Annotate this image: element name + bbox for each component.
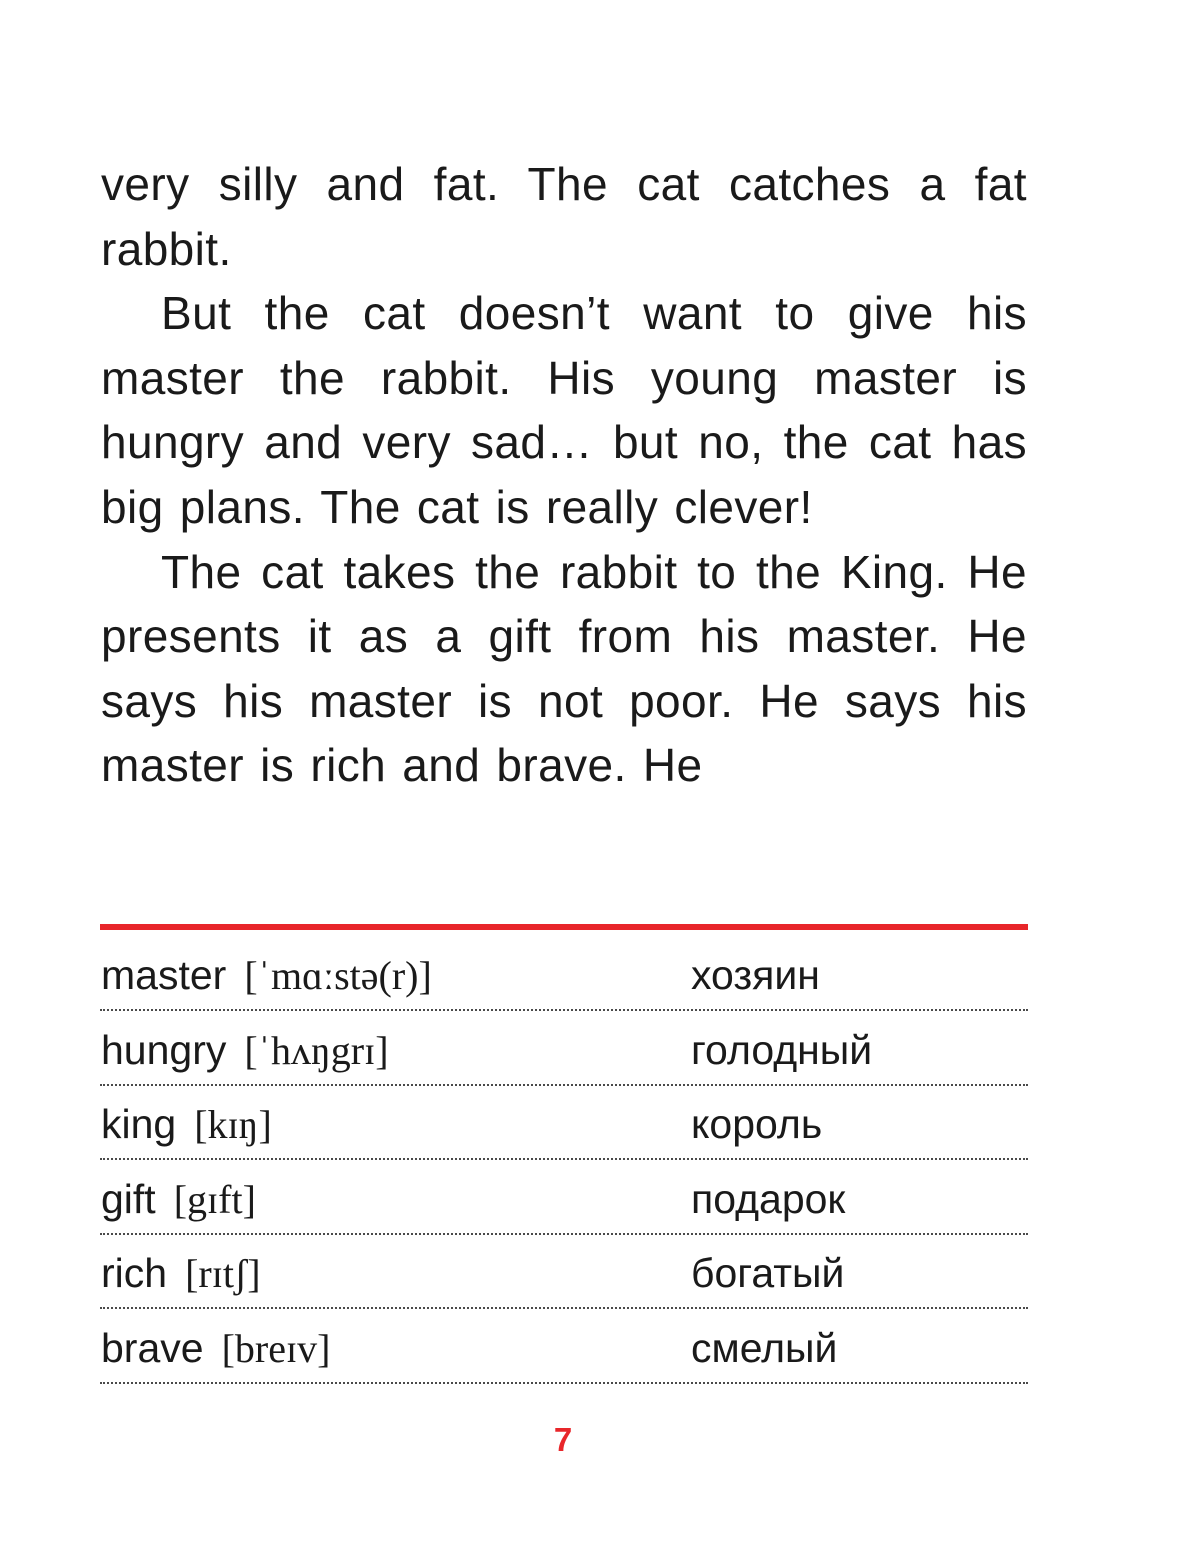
vocabulary-row	[100, 1013, 1028, 1086]
vocabulary-translation: голодный	[691, 1026, 873, 1073]
vocabulary-row	[100, 1087, 1028, 1160]
vocabulary-term	[101, 1325, 330, 1372]
vocabulary-translation: король	[691, 1101, 823, 1148]
vocabulary-transcription: [kɪŋ]	[194, 1102, 272, 1148]
vocabulary-translation: хозяин	[691, 952, 820, 998]
story-paragraph-1: very silly and fat. The cat catches a fat rabbit.	[101, 158, 1027, 275]
vocabulary-transcription: [rɪtʃ]	[185, 1251, 261, 1297]
vocabulary-row	[100, 1162, 1028, 1235]
vocabulary-translation: богатый	[691, 1250, 845, 1297]
vocabulary-transcription: [ˈmɑːstə(r)]	[244, 953, 432, 998]
vocabulary-term	[101, 1101, 272, 1148]
story-paragraph-3: The cat takes the rabbit to the King. He presents it as a gift from his master. He says his master is not poor. He says his master is rich and brave. He	[101, 545, 1027, 792]
vocabulary-term	[101, 1027, 389, 1074]
vocabulary-word: rich	[101, 1250, 168, 1297]
story-paragraph-2: But the cat doesn’t want to give his master the rabbit. His young master is hungry and very sad… but no, the cat has big plans. The cat is really clever!	[101, 287, 1027, 533]
vocabulary-translation: подарок	[691, 1175, 846, 1222]
vocabulary-transcription: [ˈhʌŋgrɪ]	[244, 1027, 389, 1073]
vocabulary-word: gift	[101, 1175, 156, 1222]
vocabulary-word: hungry	[101, 1026, 227, 1073]
vocabulary-row	[100, 1311, 1028, 1384]
story-text	[101, 152, 1027, 798]
vocabulary-word: brave	[101, 1324, 204, 1371]
vocabulary-transcription: [gɪft]	[173, 1176, 256, 1222]
vocabulary-term	[101, 952, 432, 999]
vocabulary-translation: смелый	[691, 1324, 838, 1371]
vocabulary-transcription: [breɪv]	[221, 1325, 331, 1371]
vocabulary-row	[100, 938, 1028, 1011]
vocabulary-term	[101, 1250, 261, 1297]
vocabulary-divider	[100, 924, 1028, 930]
vocabulary-term	[101, 1176, 256, 1223]
page-number: 7	[553, 1421, 573, 1458]
vocabulary-row	[100, 1236, 1028, 1309]
vocabulary-list	[100, 938, 1028, 1386]
vocabulary-word: king	[101, 1101, 177, 1148]
vocabulary-word: master	[101, 952, 227, 998]
